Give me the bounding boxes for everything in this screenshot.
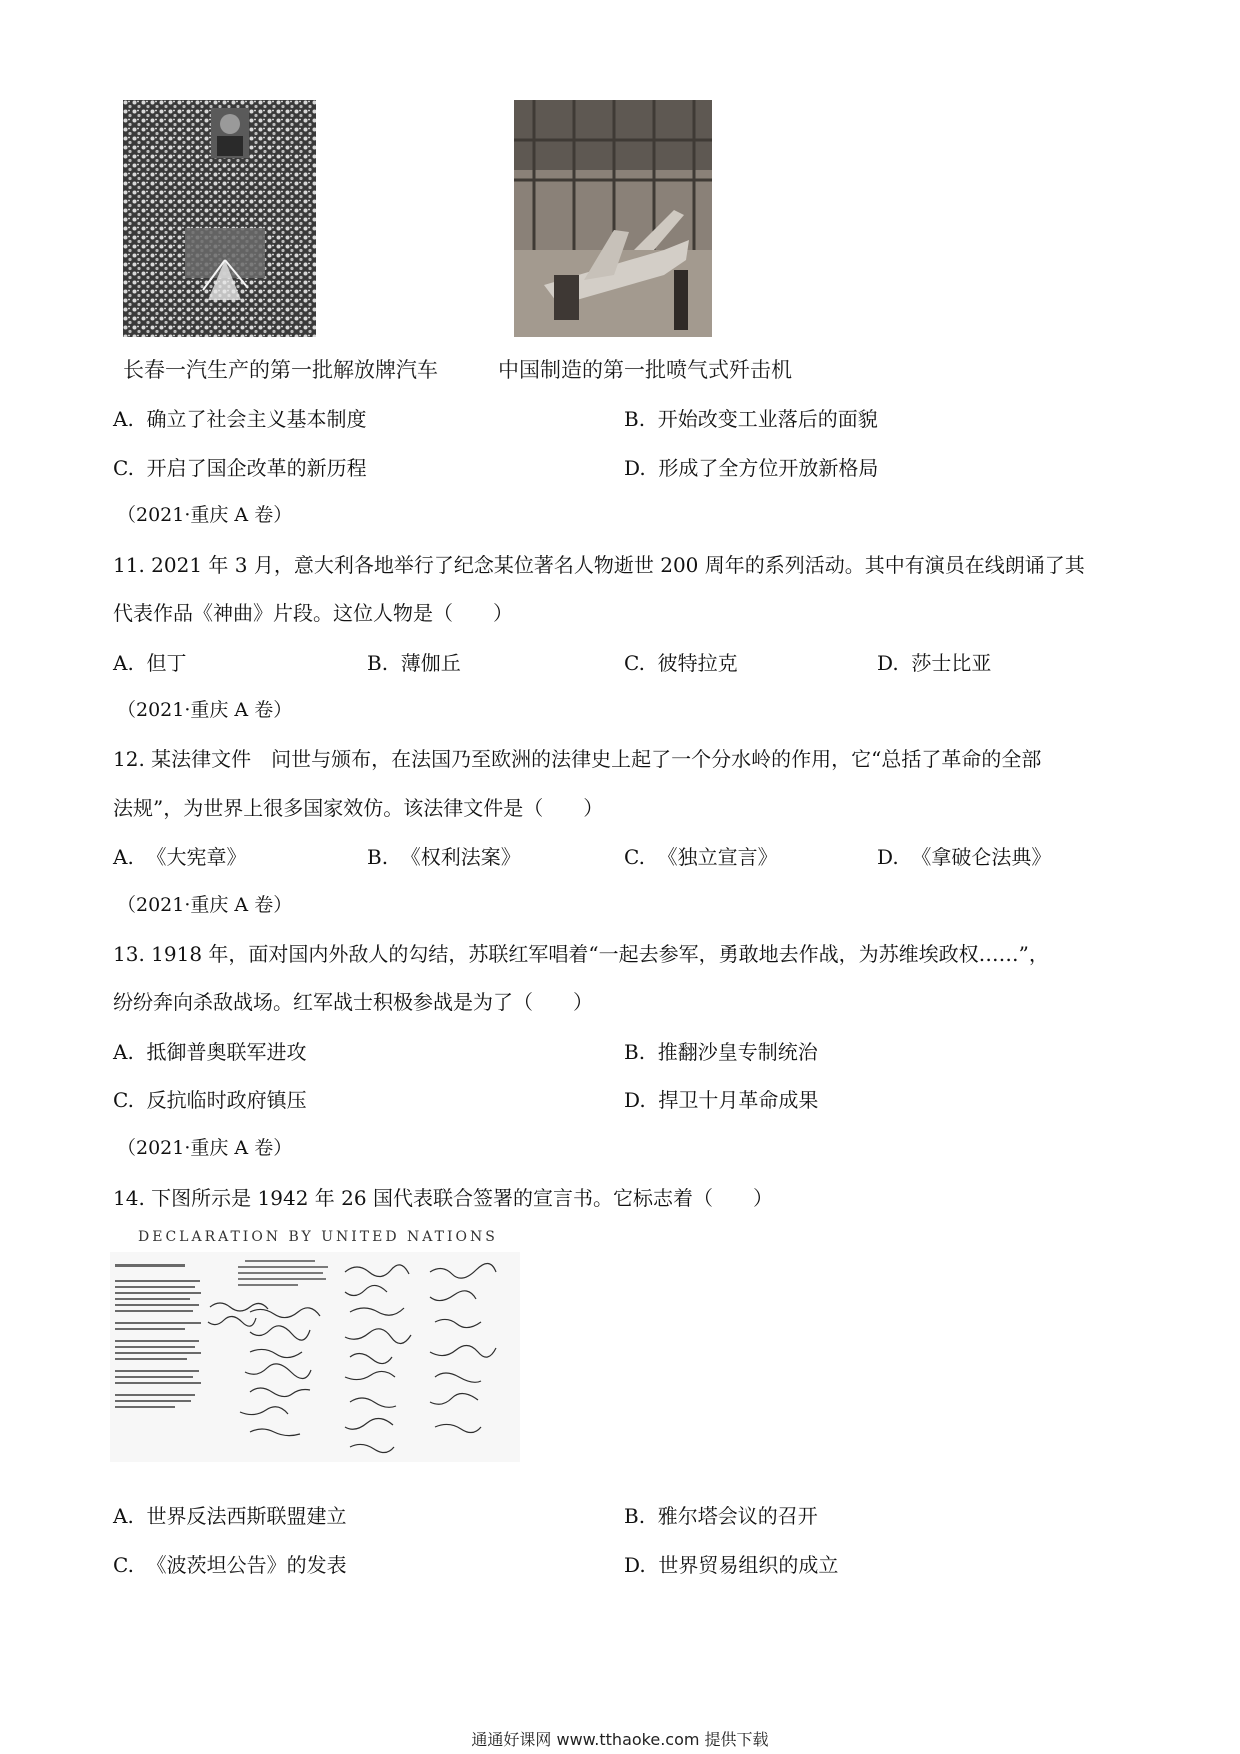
- q11-option-d: D. 莎士比亚: [877, 651, 992, 675]
- q13-stem-line1: 13. 1918 年，面对国内外敌人的勾结，苏联红军唱着“一起去参军，勇敢地去作战，为苏维埃政权……”，: [113, 942, 1049, 966]
- car-photo-caption: 长春一汽生产的第一批解放牌汽车: [123, 358, 438, 382]
- q13-stem-line2: 纷纷奔向杀敌战场。红军战士积极参战是为了（ ）: [113, 990, 593, 1014]
- declaration-title: DECLARATION BY UNITED NATIONS: [138, 1229, 498, 1245]
- q13-option-b: B. 推翻沙皇专制统治: [624, 1040, 818, 1064]
- q11-option-b: B. 薄伽丘: [367, 651, 461, 675]
- q14-source: （2021·重庆 A 卷）: [117, 1137, 293, 1159]
- q14-option-d: D. 世界贸易组织的成立: [624, 1553, 839, 1577]
- q13-option-a: A. 抵御普奥联军进攻: [113, 1040, 307, 1064]
- q14-option-c: C. 《波茨坦公告》的发表: [113, 1553, 347, 1577]
- q14-option-b: B. 雅尔塔会议的召开: [624, 1504, 818, 1528]
- q12-stem-line2: 法规”，为世界上很多国家效仿。该法律文件是（ ）: [113, 796, 604, 820]
- q10-option-d: D. 形成了全方位开放新格局: [624, 456, 879, 480]
- q10-option-a: A. 确立了社会主义基本制度: [113, 407, 367, 431]
- q11-stem-line1: 11. 2021 年 3 月，意大利各地举行了纪念某位著名人物逝世 200 周年的系列活动。其中有演员在线朗诵了其: [113, 553, 1085, 577]
- q14-stem-line1: 14. 下图所示是 1942 年 26 国代表联合签署的宣言书。它标志着（ ）: [113, 1186, 773, 1210]
- q11-stem-line2: 代表作品《神曲》片段。这位人物是（ ）: [113, 601, 513, 625]
- q12-option-b: B. 《权利法案》: [367, 845, 521, 869]
- q13-source: （2021·重庆 A 卷）: [117, 894, 293, 916]
- q12-option-c: C. 《独立宣言》: [624, 845, 778, 869]
- car-photo: [123, 100, 316, 337]
- page-footer: 通通好课网 www.tthaoke.com 提供下载: [471, 1730, 769, 1749]
- q11-option-c: C. 彼特拉克: [624, 651, 738, 675]
- jet-photo-caption: 中国制造的第一批喷气式歼击机: [498, 358, 792, 382]
- q12-option-d: D. 《拿破仑法典》: [877, 845, 1052, 869]
- q10-option-c: C. 开启了国企改革的新历程: [113, 456, 367, 480]
- q12-option-a: A. 《大宪章》: [113, 845, 247, 869]
- q13-option-c: C. 反抗临时政府镇压: [113, 1088, 307, 1112]
- q13-option-d: D. 捍卫十月革命成果: [624, 1088, 819, 1112]
- declaration-document-image: [110, 1252, 520, 1462]
- q12-source: （2021·重庆 A 卷）: [117, 699, 293, 721]
- q10-option-b: B. 开始改变工业落后的面貌: [624, 407, 878, 431]
- q11-option-a: A. 但丁: [113, 651, 187, 675]
- q11-source: （2021·重庆 A 卷）: [117, 504, 293, 526]
- q12-stem-line1: 12. 某法律文件 问世与颁布，在法国乃至欧洲的法律史上起了一个分水岭的作用，它“总括了革命的全部: [113, 747, 1042, 771]
- jet-photo: [514, 100, 712, 337]
- q14-option-a: A. 世界反法西斯联盟建立: [113, 1504, 347, 1528]
